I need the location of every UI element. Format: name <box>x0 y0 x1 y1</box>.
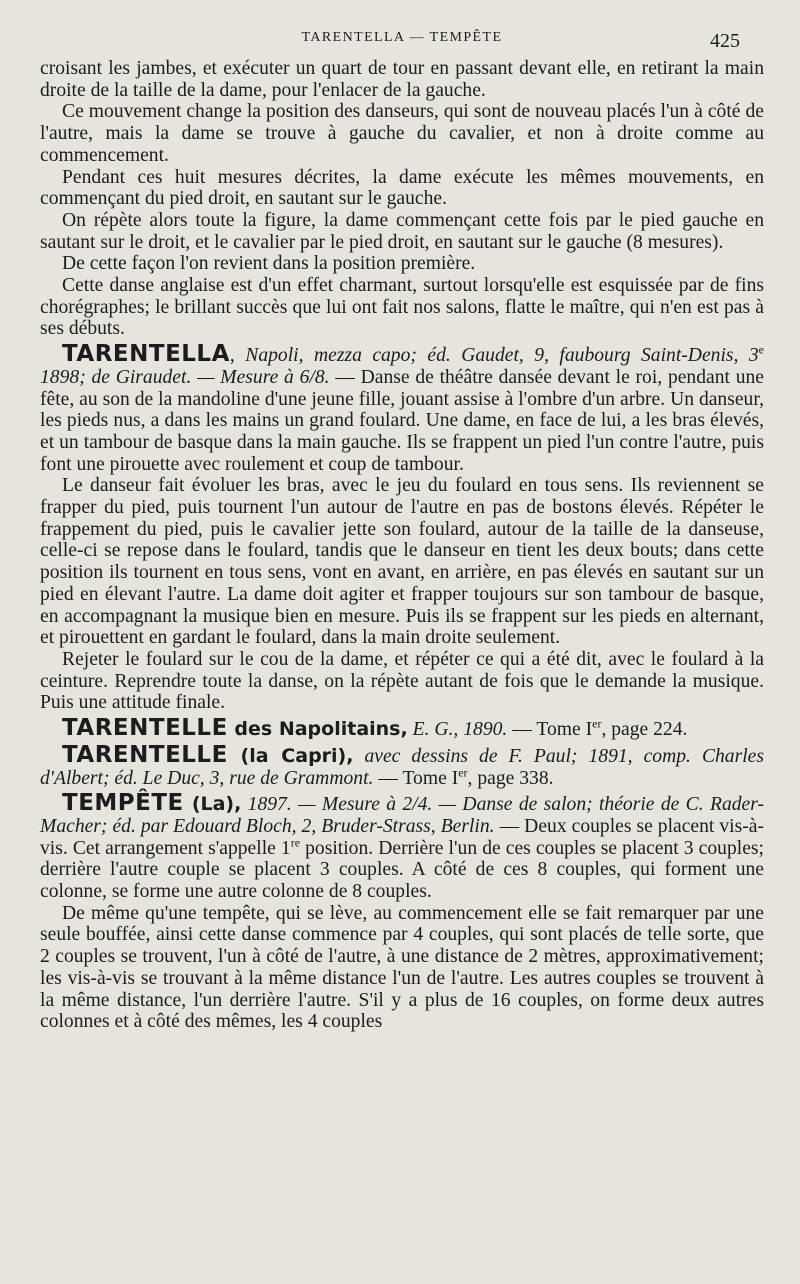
entry-meta: E. G., 1890. <box>407 719 508 741</box>
page-number: 425 <box>710 30 740 52</box>
entry-meta-2: 1898; de Giraudet. — Mesure à 6/8. <box>40 366 330 388</box>
entry-description-2: position. Derrière l'un de ces couples se placent 3 couples; derrière l'autre couple se placent 3 couples. A côté de ces 8 couples, qui forment une colonne, se forme une autre colonne de 8 couples. <box>40 837 764 903</box>
entry-comma: , <box>229 345 235 367</box>
entry-headword: TARENTELLE <box>62 715 228 742</box>
entry-sup: er <box>592 716 602 731</box>
entry-tarentelle-capri <box>40 741 764 789</box>
entry-headword: TEMPÊTE <box>62 790 184 817</box>
paragraph: De même qu'une tempête, qui se lève, au commencement elle se fait remarquer par une seule bouffée, ainsi cette danse commence par 4 couples, qui sont placés de telle sorte, que 2 couples se trouvent, l'un à côté de l'autre, à une distance de 2 mètres, approximativement; les vis-à-vis se trouvant à la même distance l'un de l'autre. Les autres couples se trouvent à la même distance, l'un derrière l'autre. S'il y a plus de 16 couples, on forme deux autres colonnes et à côté des mêmes, les 4 couples <box>40 902 764 1033</box>
page-header <box>40 30 764 58</box>
entry-reference: — Tome I <box>507 719 593 741</box>
body-text <box>40 58 764 1033</box>
entry-tarentelle-napolitains <box>40 715 764 742</box>
entry-description: — Danse de théâtre dansée devant le roi, pendant une fête, au son de la mandoline d'une jeune fille, jouant assise à l'ombre d'un arbre. Un danseur, les pieds nus, a dans les mains un grand foulard. Une dame, en face de lui, a les bras élevés, et un tambour de basque dans la main gauche. Ils se frappent un pied l'un contre l'autre, puis font une pirouette avec roulement et coup de tambour. <box>40 366 764 475</box>
running-head: TARENTELLA — TEMPÊTE <box>301 30 503 45</box>
entry-sup: e <box>758 342 764 357</box>
entry-sup: er <box>458 764 468 779</box>
entry-meta: avec dessins de F. Paul; 1891, comp. Charles d'Albert; éd. Le Duc, 3, rue de Grammont. <box>40 745 764 789</box>
paragraph: Cette danse anglaise est d'un effet charmant, surtout lorsqu'elle est esquissée par de fins chorégraphes; le brillant succès que lui ont fait nos salons, flatte le maître, qui n'en est pas à ses débuts. <box>40 275 764 340</box>
entry-meta: Napoli, mezza capo; éd. Gaudet, 9, faubourg Saint-Denis, 3 <box>245 345 759 367</box>
entry-description: — Deux couples se placent vis-à-vis. Cet arrangement s'appelle 1 <box>40 815 764 859</box>
entry-sup: re <box>290 835 301 850</box>
entry-tempete <box>40 790 764 903</box>
entry-qualifier: des Napolitains, <box>227 718 408 741</box>
entry-headword: TARENTELLA <box>62 341 230 368</box>
entry-qualifier: (la Capri), <box>227 744 354 767</box>
entry-tarentella <box>40 341 764 475</box>
paragraph: On répète alors toute la figure, la dame commençant cette fois par le pied gauche en sautant sur le droit, et le cavalier par le pied droit, en sautant sur le gauche (8 mesures). <box>40 209 764 253</box>
paragraph: De cette façon l'on revient dans la position première. <box>62 253 476 275</box>
entry-headword: TARENTELLE <box>62 741 228 768</box>
entry-reference-2: , page 338. <box>467 767 554 789</box>
paragraph: Le danseur fait évoluer les bras, avec le jeu du foulard en tous sens. Ils reviennent se frapper du pied, puis tournent l'un autour de l'autre en pas de bostons élevés. Répéter le frappement du pied, puis le cavalier jette son foulard, autour de la taille de la danseuse, celle-ci se repose dans le foulard, tandis que le danseur en tient les deux bouts; dans cette position ils tournent en tous sens, vont en avant, en arrière, en pas élevés en sautant sur un pied en élevant l'autre. La dame doit agiter et frapper toujours sur son tambour de basque, en accompagnant la musique bien en mesure. Puis ils se frappent sur les pieds en alternant, et pirouettent en gardant le foulard, dans la main droite seulement. <box>40 475 764 649</box>
entry-reference-2: , page 224. <box>601 719 688 741</box>
paragraph: Pendant ces huit mesures décrites, la dame exécute les mêmes mouvements, en commençant du pied droit, en sautant sur le gauche. <box>40 166 764 210</box>
paragraph: Rejeter le foulard sur le cou de la dame, et répéter ce qui a été dit, avec le foulard à la ceinture. Reprendre toute la danse, on la répète autant de fois que le demande la musique. Puis une attitude finale. <box>40 648 764 714</box>
entry-qualifier: (La), <box>183 793 242 816</box>
entry-meta: 1897. — Mesure à 2/4. — Danse de salon; théorie de C. Rader-Macher; éd. par Edouard Bloch, 2, Bruder-Strass, Berlin. <box>40 794 764 837</box>
paragraph-continuation: croisant les jambes, et exécuter un quart de tour en passant devant elle, en retirant la main droite de la taille de la dame, pour l'enlacer de la gauche. <box>40 58 764 101</box>
paragraph: Ce mouvement change la position des danseurs, qui sont de nouveau placés l'un à côté de l'autre, mais la dame se trouve à gauche du cavalier, et non à droite comme au commencement. <box>40 101 764 166</box>
entry-reference: — Tome I <box>373 767 459 789</box>
